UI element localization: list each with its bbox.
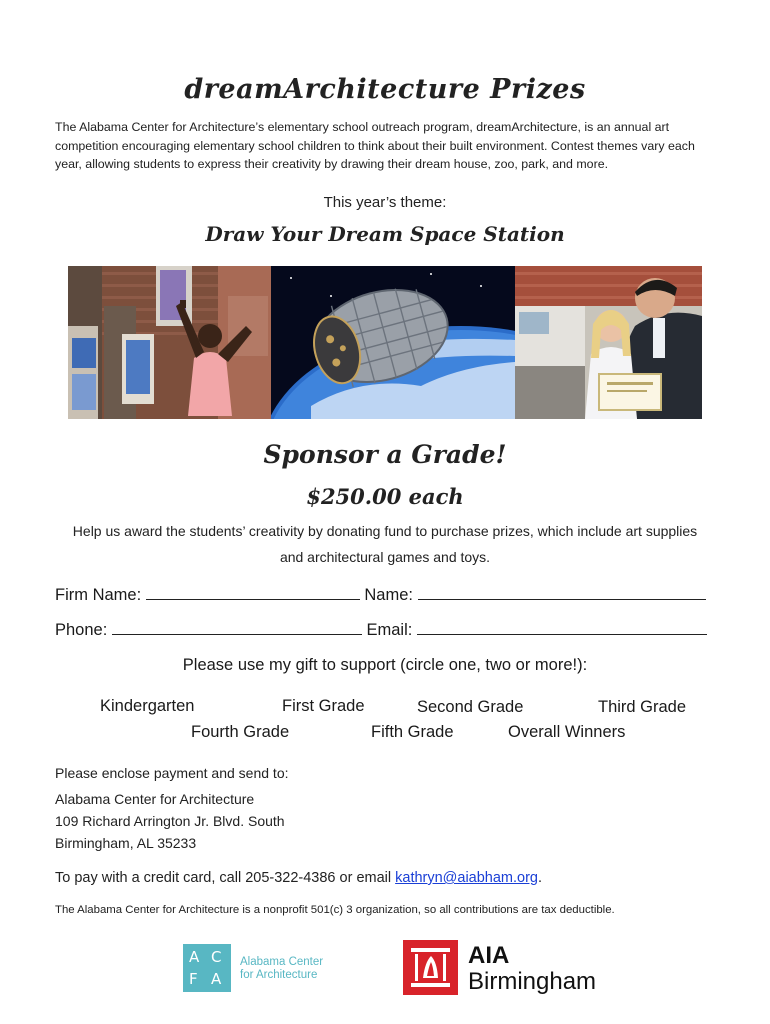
mail-instruction: Please enclose payment and send to: <box>55 765 289 781</box>
phone-row <box>55 620 707 640</box>
nonprofit-note: The Alabama Center for Architecture is a nonprofit 501(c) 3 organization, so all contributions are tax deductible. <box>55 904 615 916</box>
aia-logo-name: AIA <box>468 942 510 969</box>
acfa-letter-3: F <box>189 970 198 988</box>
mail-city: Birmingham, AL 35233 <box>55 835 197 851</box>
sponsor-price: $250.00 each <box>306 484 464 509</box>
gift-prompt: Please use my gift to support (circle one, two or more!): <box>182 656 588 674</box>
grade-option-third-grade[interactable]: Third Grade <box>598 698 687 716</box>
phone-field[interactable] <box>112 620 362 635</box>
aia-logo-city: Birmingham <box>468 968 597 995</box>
grade-option-fifth-grade[interactable]: Fifth Grade <box>371 723 454 741</box>
acfa-letter-4: A <box>211 970 222 988</box>
email-field[interactable] <box>417 620 707 635</box>
grade-option-overall-winners[interactable]: Overall Winners <box>508 723 626 741</box>
name-field[interactable] <box>418 585 706 600</box>
credit-text: To pay with a credit card, call 205-322-4386 or email <box>55 870 396 886</box>
firm-name-label: Firm Name: <box>55 586 142 604</box>
firm-name-row <box>55 585 706 605</box>
award-winner-photo <box>515 266 702 419</box>
student-pointing-photo <box>68 266 271 419</box>
acfa-line-2: for Architecture <box>240 969 318 981</box>
acfa-logo-text <box>240 956 323 982</box>
grade-option-fourth-grade[interactable]: Fourth Grade <box>191 723 290 741</box>
sponsor-title: Sponsor a Grade! <box>263 440 507 469</box>
grade-option-kindergarten[interactable]: Kindergarten <box>100 697 195 715</box>
credit-end: . <box>538 870 543 886</box>
intro-paragraph: The Alabama Center for Architecture’s elementary school outreach program, dreamArchitecture, is an annual art competition encouraging elementary school children to think about their built environment. Contest themes vary each year, allowing students to express their creativity by drawing their dream house, zoo, park, and more. <box>55 120 695 171</box>
mail-street: 109 Richard Arrington Jr. Blvd. South <box>55 813 285 829</box>
acfa-letter-1: A <box>189 948 200 966</box>
grade-option-second-grade[interactable]: Second Grade <box>417 698 524 716</box>
credit-card-line <box>55 870 542 886</box>
email-link[interactable]: kathryn@aiabham.org <box>395 870 539 886</box>
phone-label: Phone: <box>55 621 108 639</box>
photo-strip <box>68 266 702 419</box>
page-title: dreamArchitecture Prizes <box>184 74 586 105</box>
help-text: Help us award the students’ creativity by donating fund to purchase prizes, which include art supplies and architectural games and toys. <box>72 523 698 565</box>
grade-option-first-grade[interactable]: First Grade <box>282 697 365 715</box>
email-label: Email: <box>366 621 413 639</box>
space-station-photo <box>271 266 515 419</box>
acfa-line-1: Alabama Center <box>240 956 324 968</box>
aia-logo-icon <box>403 940 458 995</box>
firm-name-field[interactable] <box>146 585 360 600</box>
acfa-logo <box>183 944 231 992</box>
theme-title: Draw Your Dream Space Station <box>205 222 565 246</box>
mail-org: Alabama Center for Architecture <box>55 791 255 807</box>
name-label: Name: <box>364 586 413 604</box>
acfa-letter-2: C <box>211 948 222 966</box>
theme-label: This year’s theme: <box>323 194 447 211</box>
